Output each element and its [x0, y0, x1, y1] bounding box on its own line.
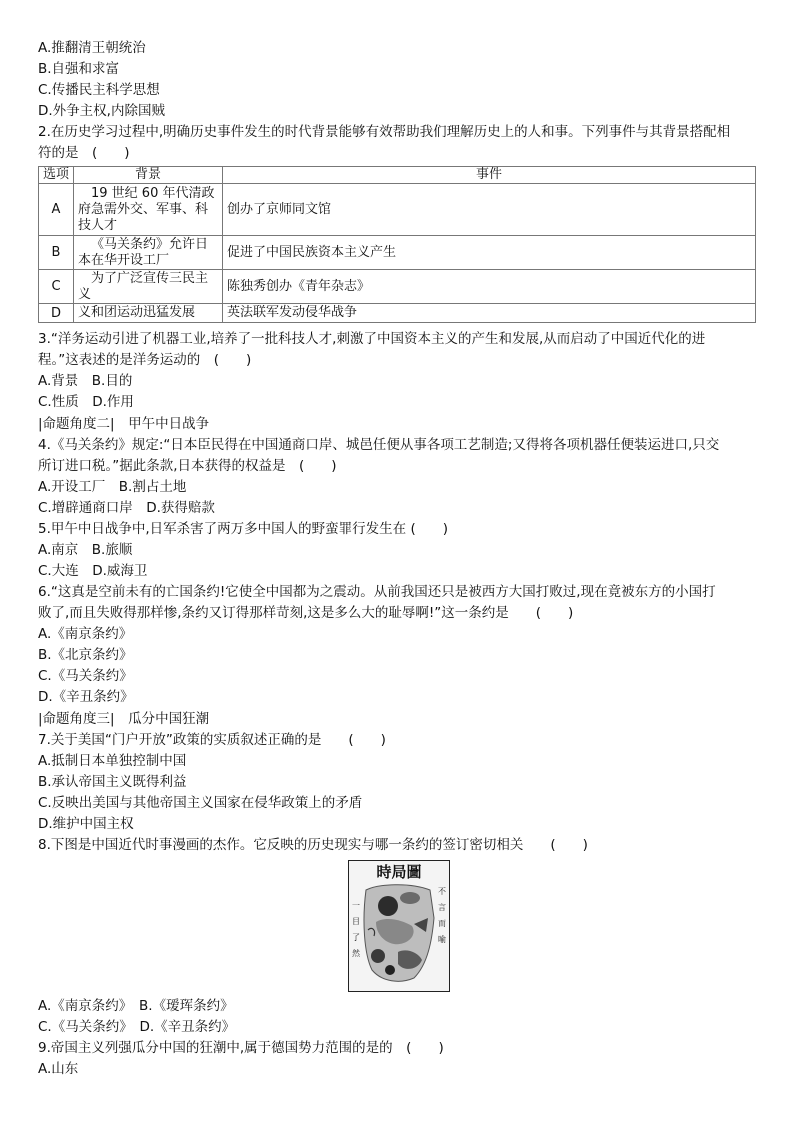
q5-option-cd[interactable]: C.大连 D.威海卫 [38, 563, 148, 579]
q2-row-d-event: 英法联军发动侵华战争 [223, 304, 756, 323]
q4-stem-line1: 4.《马关条约》规定:“日本臣民得在中国通商口岸、城邑任便从事各项工艺制造;又得将各项机器任便装运进口,只交 [38, 437, 720, 453]
q2-stem-line2: 符的是 ( ) [38, 145, 130, 161]
q1-option-d[interactable]: D.外争主权,内除国贼 [38, 103, 165, 119]
question-5 [38, 519, 760, 582]
q8-option-ab[interactable]: A.《南京条约》 B.《瑷珲条约》 [38, 998, 234, 1014]
question-4 [38, 435, 760, 519]
q7-option-b[interactable]: B.承认帝国主义既得利益 [38, 774, 187, 790]
q2-table-header [39, 167, 756, 184]
shiju-tu-cartoon-image [348, 860, 450, 992]
cartoon-left-char-3: 了 [352, 933, 360, 942]
cartoon-left-char-1: 一 [352, 901, 360, 910]
q2-row-d-option: D [39, 304, 74, 323]
question-2 [38, 122, 760, 323]
q2-row-a[interactable] [39, 184, 756, 236]
q2-row-c-background: 为了广泛宣传三民主义 [74, 270, 223, 304]
q2-stem-line1: 2.在历史学习过程中,明确历史事件发生的时代背景能够有效帮助我们理解历史上的人和事。下列事件与其背景搭配相 [38, 124, 731, 140]
q2-row-d[interactable] [39, 304, 756, 323]
question-8 [38, 835, 760, 1038]
q7-stem: 7.关于美国“门户开放”政策的实质叙述正确的是 ( ) [38, 732, 386, 748]
q2-row-c-option: C [39, 270, 74, 304]
q9-option-a[interactable]: A.山东 [38, 1061, 79, 1077]
q2-row-c-event: 陈独秀创办《青年杂志》 [223, 270, 756, 304]
q4-option-cd[interactable]: C.增辟通商口岸 D.获得赔款 [38, 500, 215, 516]
q7-option-d[interactable]: D.维护中国主权 [38, 816, 134, 832]
q2-row-b-option: B [39, 236, 74, 270]
q2-row-b[interactable] [39, 236, 756, 270]
q2-row-d-background: 义和团运动迅猛发展 [74, 304, 223, 323]
q5-stem: 5.甲午中日战争中,日军杀害了两万多中国人的野蛮罪行发生在 ( ) [38, 521, 448, 537]
cartoon-title: 時局圖 [376, 863, 422, 881]
q2-row-a-background: 19 世纪 60 年代清政府急需外交、军事、科技人才 [74, 184, 223, 236]
q4-stem-line2: 所订进口税。”据此条款,日本获得的权益是 ( ) [38, 458, 337, 474]
q8-option-cd[interactable]: C.《马关条约》 D.《辛丑条约》 [38, 1019, 236, 1035]
q8-stem: 8.下图是中国近代时事漫画的杰作。它反映的历史现实与哪一条约的签订密切相关 ( ) [38, 837, 588, 853]
q2-header-background: 背景 [74, 167, 223, 184]
q9-stem: 9.帝国主义列强瓜分中国的狂潮中,属于德国势力范围的是的 ( ) [38, 1040, 444, 1056]
q6-option-a[interactable]: A.《南京条约》 [38, 626, 133, 642]
question-3 [38, 329, 760, 413]
cartoon-right-char-1: 不 [438, 887, 446, 896]
q2-header-event: 事件 [223, 167, 756, 184]
document-page [38, 38, 760, 1080]
cartoon-left-char-2: 目 [352, 917, 360, 926]
q6-option-b[interactable]: B.《北京条约》 [38, 647, 133, 663]
q6-option-c[interactable]: C.《马关条约》 [38, 668, 133, 684]
q7-option-c[interactable]: C.反映出美国与其他帝国主义国家在侵华政策上的矛盾 [38, 795, 363, 811]
q1-option-b[interactable]: B.自强和求富 [38, 61, 120, 77]
q3-option-ab[interactable]: A.背景 B.目的 [38, 373, 133, 389]
q7-option-a[interactable]: A.抵制日本单独控制中国 [38, 753, 187, 769]
q2-table [38, 166, 756, 323]
q2-row-c[interactable] [39, 270, 756, 304]
q3-stem-line2: 程。”这表述的是洋务运动的 ( ) [38, 352, 252, 368]
q2-header-option: 选项 [39, 167, 74, 184]
question-9 [38, 1038, 760, 1080]
section-heading-2: |命题角度二| 甲午中日战争 [38, 416, 210, 432]
q1-option-a[interactable]: A.推翻清王朝统治 [38, 40, 146, 56]
question-6 [38, 582, 760, 708]
q5-option-ab[interactable]: A.南京 B.旅顺 [38, 542, 133, 558]
q4-option-ab[interactable]: A.开设工厂 B.割占土地 [38, 479, 187, 495]
q2-row-a-event: 创办了京师同文馆 [223, 184, 756, 236]
q6-stem-line2: 败了,而且失败得那样惨,条约又订得那样苛刻,这是多么大的耻辱啊!”这一条约是 ( ) [38, 605, 574, 621]
q8-figure [38, 860, 760, 992]
question-7 [38, 730, 760, 835]
q6-option-d[interactable]: D.《辛丑条约》 [38, 689, 134, 705]
cartoon-right-char-2: 言 [438, 903, 446, 912]
q2-row-a-option: A [39, 184, 74, 236]
q2-row-b-background: 《马关条约》允许日本在华开设工厂 [74, 236, 223, 270]
section-heading-3: |命题角度三| 瓜分中国狂潮 [38, 711, 210, 727]
q6-stem-line1: 6.“这真是空前未有的亡国条约!它使全中国都为之震动。从前我国还只是被西方大国打败过,现在竟被东方的小国打 [38, 584, 716, 600]
cartoon-right-char-4: 喻 [438, 935, 446, 944]
cartoon-right-char-3: 而 [438, 919, 446, 928]
q2-row-b-event: 促进了中国民族资本主义产生 [223, 236, 756, 270]
q1-option-c[interactable]: C.传播民主科学思想 [38, 82, 160, 98]
q3-stem-line1: 3.“洋务运动引进了机器工业,培养了一批科技人才,刺激了中国资本主义的产生和发展,从而启动了中国近代化的进 [38, 331, 706, 347]
cartoon-left-char-4: 然 [352, 949, 360, 958]
q3-option-cd[interactable]: C.性质 D.作用 [38, 394, 134, 410]
q1-options [38, 38, 760, 122]
